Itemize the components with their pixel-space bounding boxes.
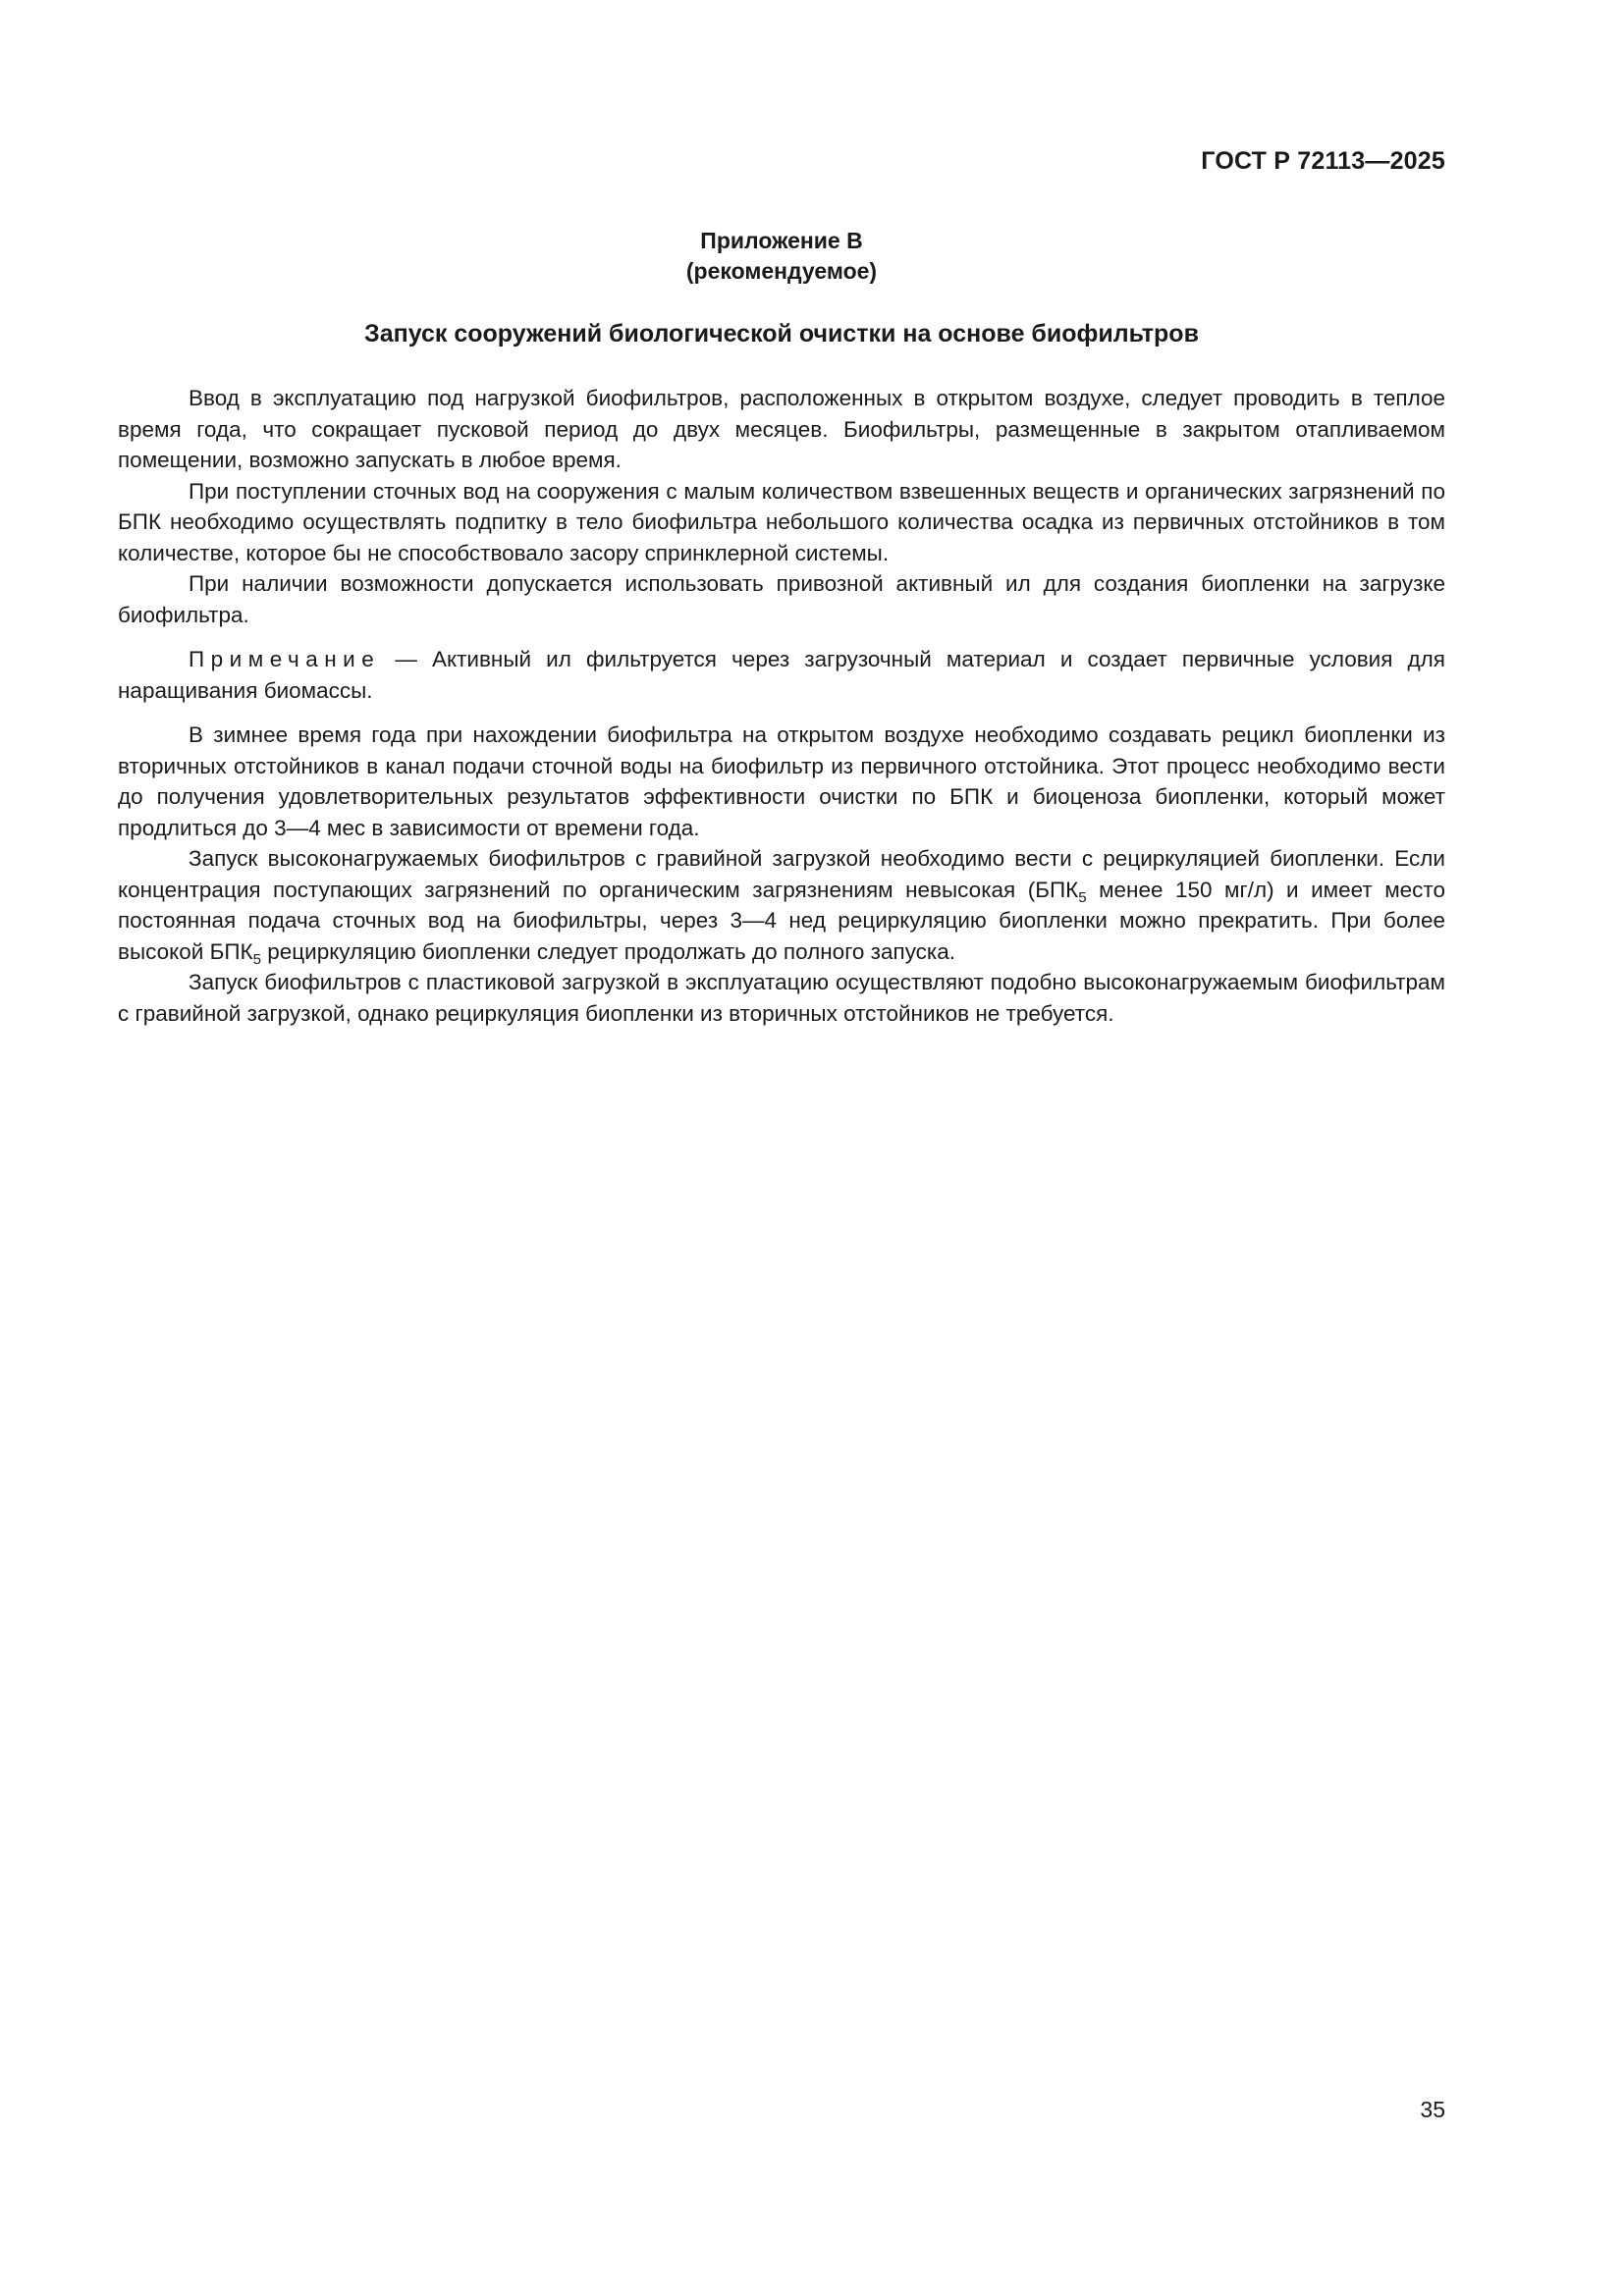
- paragraph: В зимнее время года при нахождении биофильтра на открытом воздухе необходимо создавать рецикл биопленки из вторичных отстойников в канал подачи сточной воды на биофильтр из первичного отстойника. Этот процесс необходимо вести до получения удовлетворительных результатов эффективности очистки по БПК и биоценоза биопленки, который может продлиться до 3—4 мес в зависимости от времени года.: [118, 722, 1445, 840]
- paragraph-fragment: Запуск высоконагружаемых биофильтров с гравийной загрузкой необходимо вести с рециркуляцией биопленки. Если концентрация поступающих загрязнений по органическим загрязнениям невысокая (БПК: [118, 846, 1445, 902]
- annex-title: Запуск сооружений биологической очистки на основе биофильтров: [364, 320, 1199, 347]
- annex-status: (рекомендуемое): [685, 258, 878, 284]
- subscript: 5: [1078, 888, 1087, 906]
- note-label: Примечание: [189, 647, 381, 671]
- paragraph: Запуск биофильтров с пластиковой загрузкой в эксплуатацию осуществляют подобно высоконагружаемым биофильтрам с гравийной загрузкой, однако рециркуляция биопленки из вторичных отстойников не требуется.: [118, 970, 1445, 1026]
- paragraph: [118, 843, 1445, 967]
- page-number: 35: [1420, 2097, 1445, 2122]
- paragraph: При наличии возможности допускается использовать привозной активный ил для создания биопленки на загрузке биофильтра.: [118, 571, 1445, 627]
- paragraph: При поступлении сточных вод на сооружения с малым количеством взвешенных веществ и органических загрязнений по БПК необходимо осуществлять подпитку в тело биофильтра небольшого количества осадка из первичных отстойников в том количестве, которое бы не способствовало засору спринклерной системы.: [118, 478, 1445, 565]
- paragraph-fragment: менее 150 мг/л) и имеет место постоянная подача сточных вод на биофильтры, через 3—4 нед рециркуляцию биопленки можно прекратить. При более высокой БПК: [118, 877, 1445, 964]
- subscript: 5: [252, 950, 261, 968]
- annex-heading: [118, 226, 1445, 287]
- paragraph-fragment: рециркуляцию биопленки следует продолжать до полного запуска.: [260, 938, 956, 964]
- note-text: — Активный ил фильтруется через загрузочный материал и создает первичные условия для наращивания биомассы.: [118, 647, 1445, 703]
- document-code: ГОСТ Р 72113—2025: [1201, 147, 1445, 175]
- paragraph: Ввод в эксплуатацию под нагрузкой биофильтров, расположенных в открытом воздухе, следует проводить в теплое время года, что сокращает пусковой период до двух месяцев. Биофильтры, размещенные в закрытом отапливаемом помещении, возможно запускать в любое время.: [118, 386, 1445, 472]
- annex-body: [118, 383, 1445, 1029]
- annex-label: Приложение В: [700, 228, 863, 253]
- note-paragraph: [118, 644, 1445, 706]
